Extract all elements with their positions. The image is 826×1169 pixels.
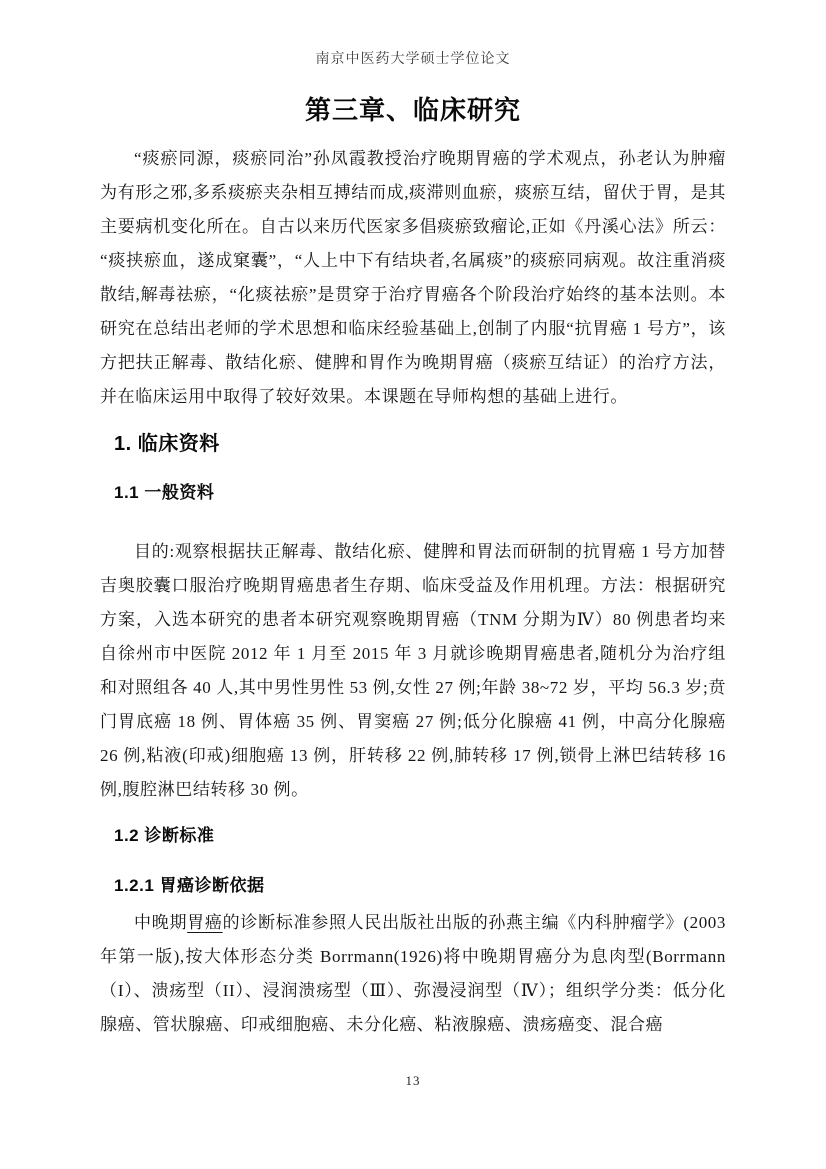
general-data-paragraph: 目的:观察根据扶正解毒、散结化瘀、健脾和胃法而研制的抗胃癌 1 号方加替吉奥胶囊口服治疗晚期胃癌患者生存期、临床受益及作用机理。方法：根据研究方案，入选本研究的患者本研究观察晚期胃癌（TNM 分期为Ⅳ）80 例患者均来自徐州市中医院 2012 年 1 月至 2015 年 3 月就诊晚期胃癌患者,随机分为治疗组和对照组各 40 人,其中男性男性 53 例,女性 27 例;年龄 38~72 岁，平均 56.3 岁;贲门胃底癌 18 例、胃体癌 35 例、胃窦癌 27 例;低分化腺癌 41 例，中高分化腺癌 26 例,粘液(印戒)细胞癌 13 例，肝转移 22 例,肺转移 17 例,锁骨上淋巴结转移 16 例,腹腔淋巴结转移 30 例。 <box>100 542 726 799</box>
chapter-title: 第三章、临床研究 <box>304 95 521 125</box>
section-heading-diagnostic-criteria: 1.2 诊断标准 <box>114 826 215 845</box>
diagnosis-text-prefix: 中晚期 <box>134 913 188 932</box>
gastric-diagnosis-paragraph <box>100 906 726 1042</box>
running-header: 南京中医药大学硕士学位论文 <box>315 52 511 67</box>
diagnosis-text-rest: 的诊断标准参照人民出版社出版的孙燕主编《内科肿瘤学》(2003 年第一版),按大体形态分类 Borrmann(1926)将中晚期胃癌分为息肉型(Borrmann（I）、溃疡型（II）、浸润溃疡型（Ⅲ）、弥漫浸润型（Ⅳ）；组织学分类：低分化腺癌、管状腺癌、印戒细胞癌、未分化癌、粘液腺癌、溃疡癌变、混合癌 <box>100 913 727 1034</box>
section-heading-general-data: 1.1 一般资料 <box>114 483 215 502</box>
section-heading-clinical-data: 1. 临床资料 <box>114 433 220 455</box>
page-number: 13 <box>405 1073 421 1088</box>
section-heading-gastric-diagnosis: 1.2.1 胃癌诊断依据 <box>114 876 265 895</box>
diagnosis-text-underlined-term: 胃癌 <box>187 913 223 932</box>
intro-paragraph: “痰瘀同源，痰瘀同治”孙凤霞教授治疗晚期胃癌的学术观点，孙老认为肿瘤为有形之邪,多系痰瘀夹杂相互搏结而成,痰滞则血瘀，痰瘀互结，留伏于胃，是其主要病机变化所在。自古以来历代医家多倡痰瘀致瘤论,正如《丹溪心法》所云：“痰挟瘀血，遂成窠囊”，“人上中下有结块者,名属痰”的痰瘀同病观。故注重消痰散结,解毒祛瘀，“化痰祛瘀”是贯穿于治疗胃癌各个阶段治疗始终的基本法则。本研究在总结出老师的学术思想和临床经验基础上,创制了内服“抗胃癌 1 号方”，该方把扶正解毒、散结化瘀、健脾和胃作为晚期胃癌（痰瘀互结证）的治疗方法，并在临床运用中取得了较好效果。本课题在导师构想的基础上进行。 <box>100 149 726 406</box>
